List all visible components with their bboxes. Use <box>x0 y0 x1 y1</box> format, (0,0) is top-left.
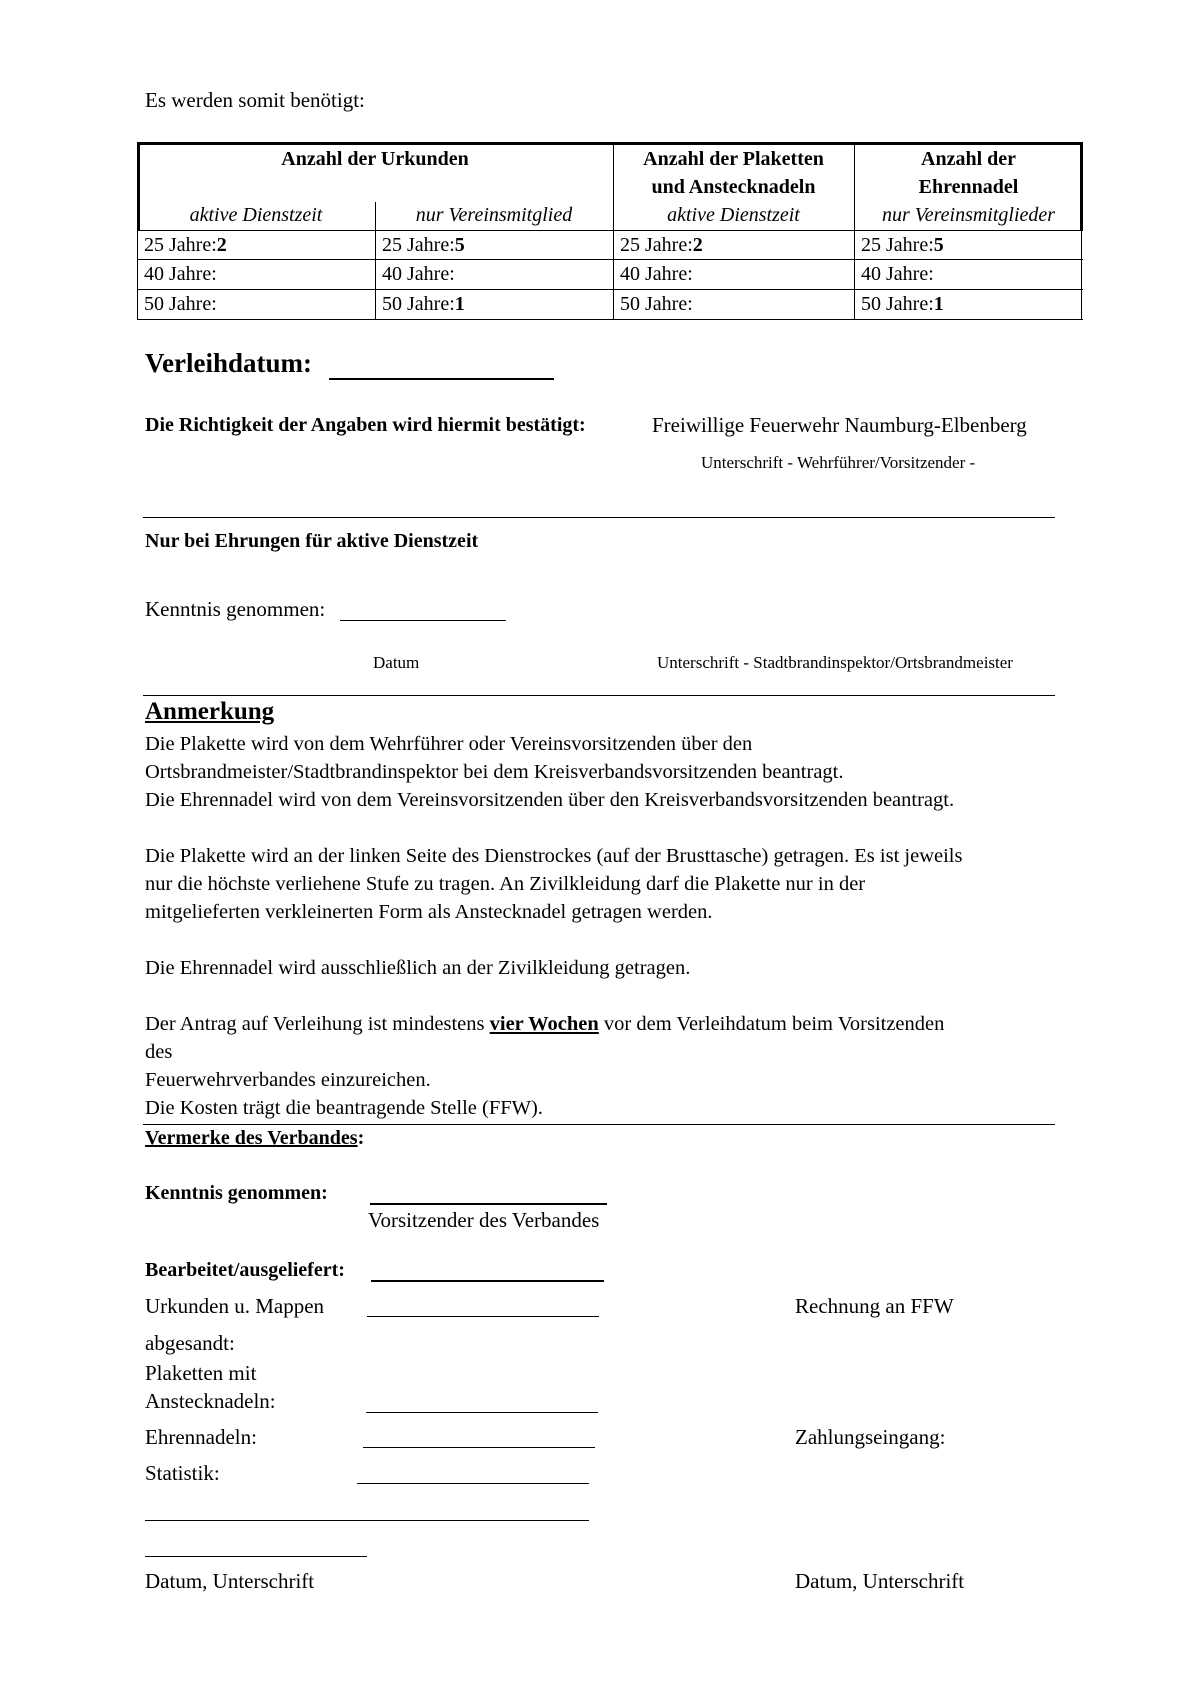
table-line-2 <box>137 259 1083 260</box>
anmerkung-paragraph-3 <box>145 954 1075 982</box>
header-plaketten-line2: und Anstecknadeln <box>651 176 816 198</box>
urkunden-label-line2: abgesandt: <box>145 1331 235 1355</box>
intro-text: Es werden somit benötigt: <box>145 88 365 112</box>
text-line: Die Plakette wird von dem Wehrführer oder Vereinsvorsitzenden über den <box>145 733 753 755</box>
signature-line-long[interactable] <box>145 1520 589 1521</box>
datum-caption: Datum <box>373 653 420 672</box>
rechnung-label: Rechnung an FFW <box>795 1294 954 1318</box>
award-count-table <box>137 142 1083 320</box>
text-line: Die Kosten trägt die beantragende Stelle (FFW). <box>145 1097 543 1119</box>
table-cell: 40 Jahre: <box>144 263 217 285</box>
divider-line-2 <box>143 695 1055 696</box>
anmerkung-paragraph-2 <box>145 842 1075 926</box>
verband-kenntnis-label: Kenntnis genommen: <box>145 1182 328 1204</box>
confirmation-label: Die Richtigkeit der Angaben wird hiermit bestätigt: <box>145 414 586 436</box>
ehrennadeln-label: Ehrennadeln: <box>145 1425 257 1449</box>
table-cell: 50 Jahre: <box>620 293 693 315</box>
subheader-nur-vereinsmitglied: nur Vereinsmitglied <box>415 204 573 226</box>
bearbeitet-label: Bearbeitet/ausgeliefert: <box>145 1259 345 1281</box>
kenntnis-field-line[interactable] <box>340 620 506 621</box>
verleihdatum-field-line[interactable] <box>329 378 554 380</box>
urkunden-line[interactable] <box>367 1316 599 1317</box>
table-line-4 <box>137 319 1083 320</box>
datum-unterschrift-left: Datum, Unterschrift <box>145 1569 315 1593</box>
table-cell: 25 Jahre:5 <box>861 234 944 256</box>
verleihdatum-label: Verleihdatum: <box>145 348 312 378</box>
signature-caption-stadtbrandinspektor: Unterschrift - Stadtbrandinspektor/Ortsbrandmeister <box>657 653 1013 672</box>
datum-unterschrift-right: Datum, Unterschrift <box>795 1569 965 1593</box>
divider-line-1 <box>143 517 1055 518</box>
kenntnis-label: Kenntnis genommen: <box>145 597 326 621</box>
table-cell: 50 Jahre:1 <box>861 293 944 315</box>
urkunden-label: Urkunden u. Mappen <box>145 1294 325 1318</box>
table-cell: 25 Jahre:2 <box>144 234 227 256</box>
table-cell: 40 Jahre: <box>861 263 934 285</box>
plaketten-line[interactable] <box>366 1412 598 1413</box>
statistik-line[interactable] <box>357 1483 589 1484</box>
text-line: nur die höchste verliehene Stufe zu tragen. An Zivilkleidung darf die Plakette nur in der <box>145 873 866 895</box>
ehrennadeln-line[interactable] <box>363 1447 595 1448</box>
text-line: Ortsbrandmeister/Stadtbrandinspektor bei dem Kreisverbandsvorsitzenden beantragt. <box>145 761 844 783</box>
text-line: mitgelieferten verkleinerten Form als Anstecknadel getragen werden. <box>145 901 713 923</box>
text-line: Die Ehrennadel wird ausschließlich an der Zivilkleidung getragen. <box>145 957 691 979</box>
signature-caption-wehrfuehrer: Unterschrift - Wehrführer/Vorsitzender - <box>701 453 976 472</box>
subheader-aktive-dienstzeit: aktive Dienstzeit <box>189 204 323 226</box>
subheader-aktive-dienstzeit-plakette: aktive Dienstzeit <box>667 204 800 226</box>
anmerkung-paragraph-1 <box>145 730 1075 814</box>
subheader-nur-vereinsmitglieder: nur Vereinsmitglieder <box>881 204 1056 226</box>
text-line: Die Plakette wird an der linken Seite des Dienstrockes (auf der Brusttasche) getragen. Es ist jeweils <box>145 845 963 867</box>
table-cell: 50 Jahre: <box>144 293 217 315</box>
table-border-right <box>1081 230 1082 320</box>
table-cell: 25 Jahre:2 <box>620 234 703 256</box>
text-line: Feuerwehrverbandes einzureichen. <box>145 1069 431 1091</box>
zahlung-label: Zahlungseingang: <box>795 1425 946 1449</box>
text-line: des <box>145 1041 173 1063</box>
header-ehrennadel-line2: Ehrennadel <box>918 176 1019 198</box>
verband-title: Vermerke des Verbandes: <box>145 1127 365 1149</box>
text-line: Der Antrag auf Verleihung ist mindestens vier Wochen vor dem Verleihdatum beim Vorsitzenden <box>145 1013 945 1035</box>
vorsitzender-caption: Vorsitzender des Verbandes <box>368 1208 600 1232</box>
active-section-title: Nur bei Ehrungen für aktive Dienstzeit <box>145 530 479 552</box>
table-cell: 40 Jahre: <box>382 263 455 285</box>
verband-kenntnis-line[interactable] <box>370 1203 607 1205</box>
statistik-label: Statistik: <box>145 1461 220 1485</box>
anmerkung-paragraph-4 <box>145 1010 1075 1122</box>
table-cell: 50 Jahre:1 <box>382 293 465 315</box>
plaketten-label: Plaketten mit <box>145 1361 257 1385</box>
signature-line-short[interactable] <box>145 1556 367 1557</box>
table-cell: 40 Jahre: <box>620 263 693 285</box>
table-cell: 25 Jahre:5 <box>382 234 465 256</box>
header-plaketten-line1: Anzahl der Plaketten <box>643 148 824 170</box>
organization-name: Freiwillige Feuerwehr Naumburg-Elbenberg <box>652 413 1027 437</box>
divider-line-3 <box>143 1124 1055 1125</box>
plaketten-label-line2: Anstecknadeln: <box>145 1389 276 1413</box>
header-ehrennadel-line1: Anzahl der <box>921 148 1016 170</box>
bearbeitet-line[interactable] <box>371 1280 604 1282</box>
header-urkunden: Anzahl der Urkunden <box>281 148 469 170</box>
text-line: Die Ehrennadel wird von dem Vereinsvorsitzenden über den Kreisverbandsvorsitzenden beantragt. <box>145 789 955 811</box>
anmerkung-title: Anmerkung <box>145 698 275 725</box>
